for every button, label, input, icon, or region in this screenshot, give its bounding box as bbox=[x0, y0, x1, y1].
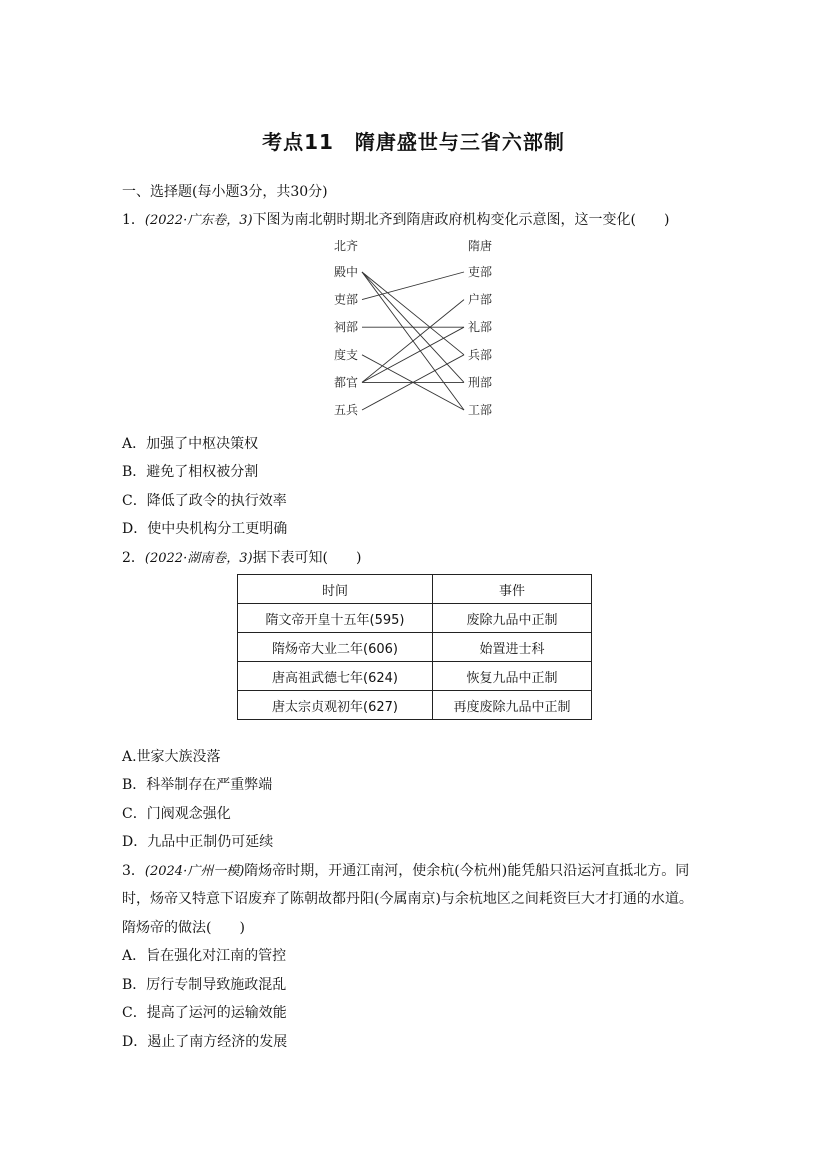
table-row bbox=[238, 691, 592, 720]
diagram-right-label: 刑部 bbox=[468, 375, 493, 390]
question-number: 2． bbox=[122, 550, 145, 566]
table-cell: 隋文帝开皇十五年(595) bbox=[238, 604, 433, 633]
column-header-time: 时间 bbox=[238, 575, 433, 604]
diagram-right-label: 户部 bbox=[468, 292, 493, 307]
table-cell: 唐高祖武德七年(624) bbox=[238, 662, 433, 691]
diagram-left-label: 度支 bbox=[334, 347, 359, 362]
diagram-link-line bbox=[362, 272, 464, 300]
diagram-right-label: 吏部 bbox=[468, 265, 493, 279]
table-row bbox=[238, 633, 592, 662]
column-header-event: 事件 bbox=[433, 575, 592, 604]
diagram-link-line bbox=[362, 272, 464, 355]
q2-option-b[interactable]: B．科举制存在严重弊端 bbox=[122, 777, 273, 793]
question-source: (2024·广州一模) bbox=[144, 864, 245, 879]
question-number: 3． bbox=[122, 863, 145, 879]
question-text: 隋炀帝时期，开通江南河，使余杭(今杭州)能凭船只沿运河直抵北方。同 bbox=[244, 863, 690, 879]
question-number: 1． bbox=[122, 212, 145, 228]
q3-option-c[interactable]: C．提高了运河的运输效能 bbox=[122, 1005, 287, 1021]
diagram-left-label: 殿中 bbox=[334, 265, 359, 279]
question-source: (2022·广东卷，3) bbox=[144, 213, 253, 228]
q3-option-a[interactable]: A．旨在强化对江南的管控 bbox=[122, 948, 287, 964]
diagram-link-line bbox=[362, 327, 464, 382]
question-3-stem-line-2: 时，炀帝又特意下诏废弃了陈朝故都丹阳(今属南京)与余杭地区之间耗资巨大才打通的水道。 bbox=[122, 891, 693, 907]
table-cell: 隋炀帝大业二年(606) bbox=[238, 633, 433, 662]
question-1-stem bbox=[122, 209, 670, 229]
question-source: (2022·湖南卷，3) bbox=[144, 551, 253, 566]
diagram-left-label: 五兵 bbox=[334, 403, 359, 417]
table-row bbox=[238, 662, 592, 691]
agency-change-diagram bbox=[320, 232, 510, 422]
table-cell: 唐太宗贞观初年(627) bbox=[238, 691, 433, 720]
diagram-left-label: 吏部 bbox=[334, 292, 359, 307]
table-cell: 废除九品中正制 bbox=[433, 604, 592, 633]
q2-option-d[interactable]: D．九品中正制仍可延续 bbox=[122, 834, 274, 850]
q3-option-d[interactable]: D．遏止了南方经济的发展 bbox=[122, 1034, 288, 1050]
diagram-left-label: 都官 bbox=[334, 375, 359, 390]
diagram-right-label: 礼部 bbox=[468, 320, 493, 335]
diagram-right-header: 隋唐 bbox=[468, 239, 493, 253]
q2-option-a[interactable]: A.世家大族没落 bbox=[122, 749, 221, 765]
diagram-right-label: 工部 bbox=[468, 403, 493, 417]
question-3-stem bbox=[122, 860, 689, 880]
question-2-stem bbox=[122, 547, 362, 567]
table-row bbox=[238, 604, 592, 633]
question-3-stem-line-3: 隋炀帝的做法( ) bbox=[122, 920, 245, 936]
table-cell: 恢复九品中正制 bbox=[433, 662, 592, 691]
table-cell: 始置进士科 bbox=[433, 633, 592, 662]
section-heading: 一、选择题(每小题3分，共30分) bbox=[122, 184, 328, 200]
q1-option-b[interactable]: B．避免了相权被分割 bbox=[122, 464, 259, 480]
q1-option-d[interactable]: D．使中央机构分工更明确 bbox=[122, 521, 288, 537]
table-cell: 再度废除九品中正制 bbox=[433, 691, 592, 720]
question-text: 下图为南北朝时期北齐到隋唐政府机构变化示意图，这一变化( ) bbox=[252, 212, 670, 228]
events-table bbox=[237, 574, 592, 720]
diagram-left-label: 祠部 bbox=[334, 320, 359, 335]
diagram-left-header: 北齐 bbox=[334, 239, 359, 253]
diagram-right-label: 兵部 bbox=[468, 347, 493, 362]
q1-option-a[interactable]: A．加强了中枢决策权 bbox=[122, 436, 259, 452]
q1-option-c[interactable]: C．降低了政令的执行效率 bbox=[122, 493, 287, 509]
table-header-row bbox=[238, 575, 592, 604]
q2-option-c[interactable]: C．门阀观念强化 bbox=[122, 806, 231, 822]
q3-option-b[interactable]: B．厉行专制导致施政混乱 bbox=[122, 977, 287, 993]
question-text: 据下表可知( ) bbox=[252, 550, 362, 566]
diagram-link-line bbox=[362, 300, 464, 383]
page-title: 考点11 隋唐盛世与三省六部制 bbox=[262, 130, 565, 154]
